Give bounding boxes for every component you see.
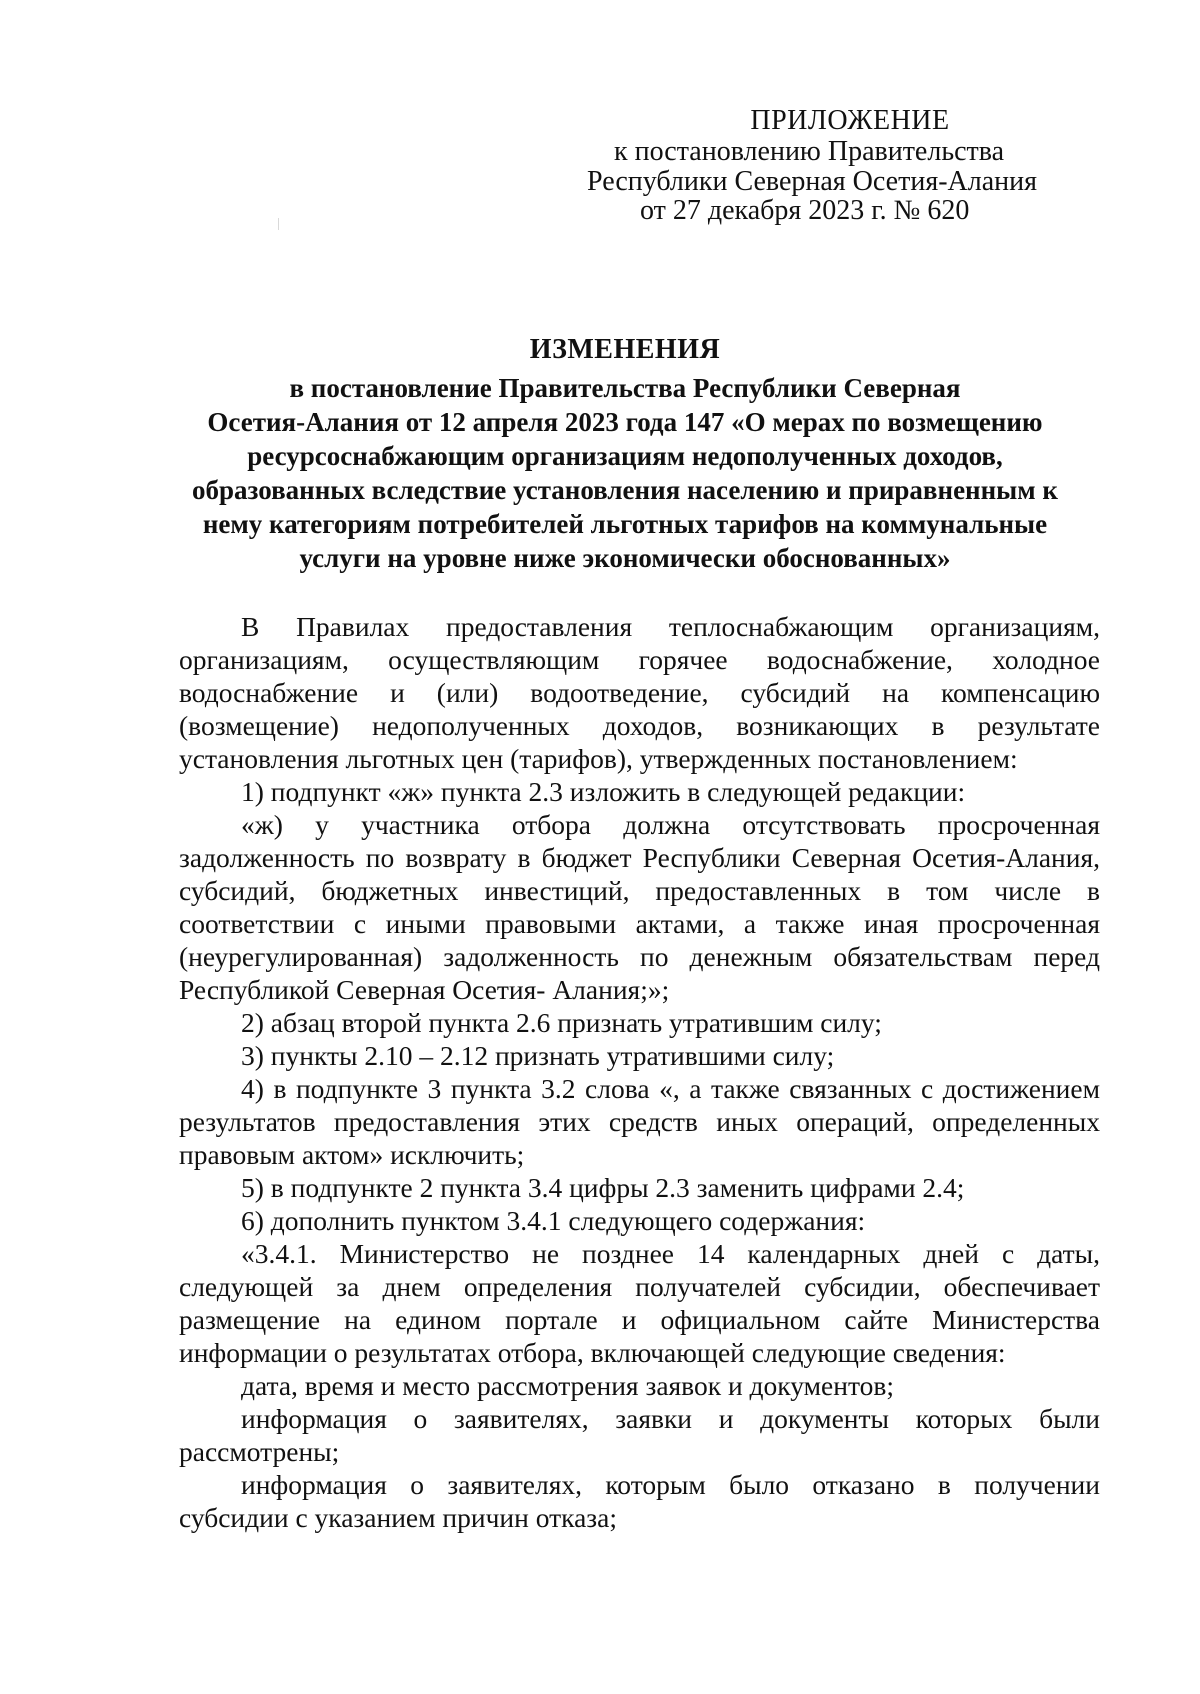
body-paragraph: «3.4.1. Министерство не позднее 14 календарных дней с даты, следующей за днем определения получателей субсидии, обеспечивает размещение на едином портале и официальном сайте Министерства информации о результатах отбора, включающей следующие сведения:: [179, 1238, 1100, 1368]
body-paragraph: «ж) у участника отбора должна отсутствовать просроченная задолженность по возврату в бюджет Республики Северная Осетия-Алания, субсидий, бюджетных инвестиций, предоставленных в том числе в соответствии с иными правовыми актами, а также иная просроченная (неурегулированная) задолженность по денежным обязательствам перед Республикой Северная Осетия- Алания;»;: [179, 809, 1100, 1005]
body-paragraph: 2) абзац второй пункта 2.6 признать утратившим силу;: [241, 1007, 882, 1038]
title-line: образованных вследствие установления населению и приравненным к: [192, 475, 1058, 505]
title-line: услуги на уровне ниже экономически обоснованных»: [299, 543, 951, 573]
title-line: нему категориям потребителей льготных тарифов на коммунальные: [202, 509, 1048, 539]
body-paragraph: 4) в подпункте 3 пункта 3.2 слова «, а также связанных с достижением результатов предоставления этих средств иных операций, определенных правовым актом» исключить;: [179, 1073, 1100, 1170]
document-title-block: [150, 333, 1100, 575]
appendix-line-2: Республики Северная Осетия-Алания: [587, 166, 1037, 197]
title-line: в постановление Правительства Республики Северная: [289, 373, 961, 403]
document-title: ИЗМЕНЕНИЯ: [529, 334, 721, 365]
appendix-line-3: от 27 декабря 2023 г. № 620: [640, 195, 970, 226]
body-paragraph: 1) подпункт «ж» пункта 2.3 изложить в следующей редакции:: [241, 776, 966, 807]
scan-artifact: [278, 218, 279, 230]
body-paragraph: информация о заявителях, которым было отказано в получении субсидии с указанием причин отказа;: [179, 1469, 1100, 1533]
appendix-line-1: к постановлению Правительства: [614, 136, 1005, 167]
body-paragraph: 6) дополнить пунктом 3.4.1 следующего содержания:: [241, 1205, 866, 1236]
title-line: ресурсоснабжающим организациям недополученных доходов,: [247, 441, 1003, 471]
title-line: Осетия-Алания от 12 апреля 2023 года 147 «О мерах по возмещению: [207, 407, 1043, 437]
document-body: [179, 610, 1100, 1534]
body-paragraph: информация о заявителях, заявки и документы которых были рассмотрены;: [179, 1403, 1100, 1467]
body-paragraph: дата, время и место рассмотрения заявок и документов;: [241, 1370, 895, 1401]
body-paragraph: 3) пункты 2.10 – 2.12 признать утратившими силу;: [241, 1040, 835, 1071]
body-paragraph: 5) в подпункте 2 пункта 3.4 цифры 2.3 заменить цифрами 2.4;: [241, 1172, 965, 1203]
body-paragraph: В Правилах предоставления теплоснабжающим организациям, организациям, осуществляющим горячее водоснабжение, холодное водоснабжение и (или) водоотведение, субсидий на компенсацию (возмещение) недополученных доходов, возникающих в результате установления льготных цен (тарифов), утвержденных постановлением:: [179, 611, 1100, 774]
appendix-title: ПРИЛОЖЕНИЕ: [750, 105, 950, 136]
